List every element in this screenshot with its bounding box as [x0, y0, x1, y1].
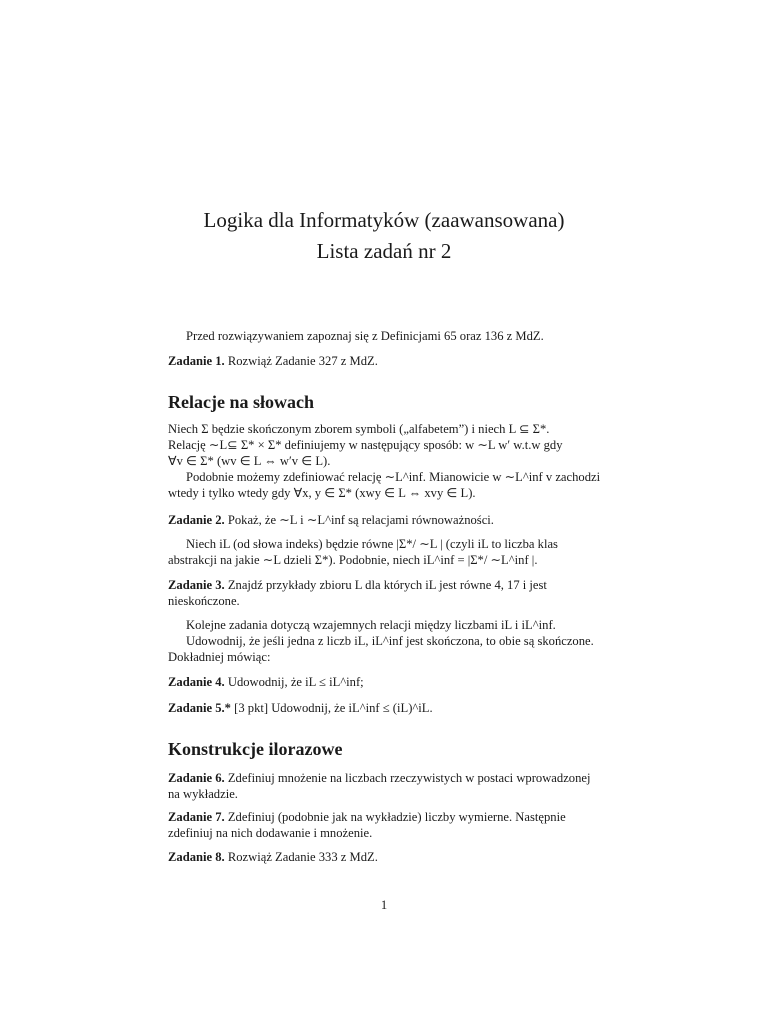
task-5-text: [3 pkt] Udowodnij, że iL^inf ≤ (iL)^iL. [234, 701, 433, 715]
definition-line-2: Relację ∼L⊆ Σ* × Σ* definiujemy w następujący sposób: w ∼L w′ w.t.w gdy [168, 438, 563, 452]
task-2-text: Pokaż, że ∼L i ∼L^inf są relacjami równoważności. [227, 513, 494, 527]
definition-line-5: wtedy i tylko wtedy gdy ∀x, y ∈ Σ* (xwy ∈ L ⇔ xvy ∈ L). [168, 486, 476, 500]
relations-line-1: Kolejne zadania dotyczą wzajemnych relacji między liczbami iL i iL^inf. [186, 618, 556, 632]
task-6-label: Zadanie 6. [168, 771, 225, 785]
task-4-label: Zadanie 4. [168, 675, 225, 689]
task-8 [168, 849, 602, 865]
task-7-text: Zdefiniuj (podobnie jak na wykładzie) liczby wymierne. Następnie zdefiniuj na nich dodawanie i mnożenie. [168, 810, 566, 840]
index-line-1: Niech iL (od słowa indeks) będzie równe |Σ*/ ∼L | (czyli iL to liczba klas [186, 537, 558, 551]
intro-paragraph: Przed rozwiązywaniem zapoznaj się z Definicjami 65 oraz 136 z MdZ. [186, 329, 544, 343]
definition-line-4: Podobnie możemy zdefiniować relację ∼L^inf. Mianowicie w ∼L^inf v zachodzi [186, 470, 601, 484]
task-3-label: Zadanie 3. [168, 578, 225, 592]
document-subtitle: Lista zadań nr 2 [316, 239, 452, 263]
task-4 [168, 674, 602, 690]
relations-line-2: Udowodnij, że jeśli jedna z liczb iL, iL^inf jest skończona, to obie są skończone. [186, 634, 594, 648]
definition-line-1: Niech Σ będzie skończonym zborem symboli („alfabetem”) i niech L ⊆ Σ*. [168, 422, 550, 436]
task-6-text: Zdefiniuj mnożenie na liczbach rzeczywistych w postaci wprowadzonej na wykładzie. [168, 771, 591, 801]
task-1 [168, 353, 602, 369]
task-7-label: Zadanie 7. [168, 810, 225, 824]
relations-line-3: Dokładniej mówiąc: [168, 650, 271, 664]
document-title: Logika dla Informatyków (zaawansowana) [203, 208, 565, 232]
task-8-text: Rozwiąż Zadanie 333 z MdZ. [227, 850, 378, 864]
section-heading-quotients: Konstrukcje ilorazowe [168, 739, 343, 759]
definition-paragraph [168, 421, 602, 501]
index-paragraph [168, 536, 602, 568]
section-heading-relations: Relacje na słowach [168, 392, 314, 412]
task-5-label: Zadanie 5.* [168, 701, 231, 715]
task-2-label: Zadanie 2. [168, 513, 225, 527]
task-7 [168, 809, 602, 841]
relations-paragraph [168, 617, 602, 665]
task-6 [168, 770, 602, 802]
task-8-label: Zadanie 8. [168, 850, 225, 864]
task-3-text: Znajdź przykłady zbioru L dla których iL jest równe 4, 17 i jest nieskończone. [168, 578, 547, 608]
task-5 [168, 700, 602, 716]
definition-line-3: ∀v ∈ Σ* (wv ∈ L ⇔ w′v ∈ L). [168, 454, 331, 468]
page-number: 1 [380, 898, 388, 912]
task-3 [168, 577, 602, 609]
task-1-label: Zadanie 1. [168, 354, 225, 368]
task-1-text: Rozwiąż Zadanie 327 z MdZ. [227, 354, 378, 368]
task-4-text: Udowodnij, że iL ≤ iL^inf; [227, 675, 364, 689]
index-line-2: abstrakcji na jakie ∼L dzieli Σ*). Podobnie, niech iL^inf = |Σ*/ ∼L^inf |. [168, 553, 538, 567]
task-2 [168, 512, 602, 528]
